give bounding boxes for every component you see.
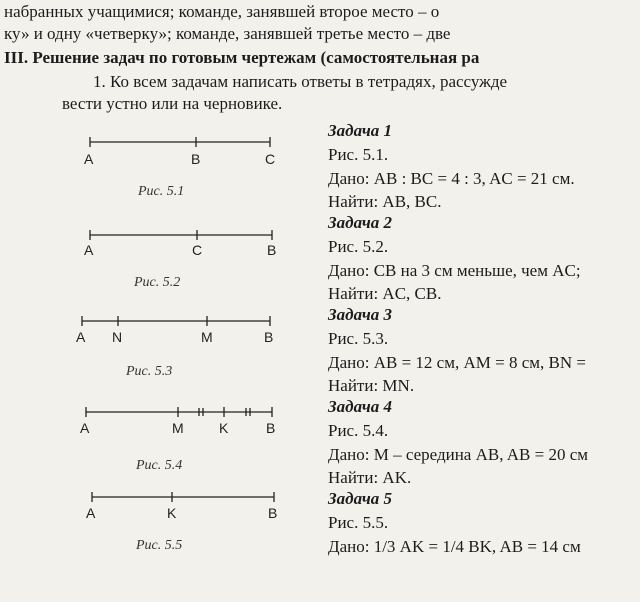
fig5-point-k: K xyxy=(167,505,177,521)
task-4-figure-ref: Рис. 5.4. xyxy=(328,421,389,440)
figure-5-1-caption: Рис. 5.1 xyxy=(138,184,185,199)
task-5-title: Задача 5 xyxy=(328,489,393,508)
figure-5-5 xyxy=(92,492,274,502)
figure-5-2-caption: Рис. 5.2 xyxy=(134,275,181,290)
fig2-point-b: B xyxy=(267,242,277,258)
task-5-figure-ref: Рис. 5.5. xyxy=(328,513,389,532)
fig3-point-a: A xyxy=(76,329,86,345)
fig2-point-a: A xyxy=(84,242,94,258)
task-2-figure-ref: Рис. 5.2. xyxy=(328,237,389,256)
figure-5-1 xyxy=(90,137,270,147)
task-1-given: Дано: AB : BC = 4 : 3, AC = 21 см. xyxy=(328,169,575,188)
figure-5-4 xyxy=(86,407,272,417)
fig5-point-b: B xyxy=(268,505,278,521)
text-line-1: набранных учащимися; команде, занявшей второе место – о xyxy=(4,2,440,21)
fig3-point-b: B xyxy=(264,329,274,345)
task-3-title: Задача 3 xyxy=(328,305,393,324)
intro-line-1: 1. Ко всем задачам написать ответы в тетрадях, рассужде xyxy=(93,72,508,91)
task-1-figure-ref: Рис. 5.1. xyxy=(328,145,389,164)
fig5-point-a: A xyxy=(86,505,96,521)
section-title: III. Решение задач по готовым чертежам (самостоятельная ра xyxy=(4,48,480,67)
fig4-point-m: M xyxy=(172,420,184,436)
figure-5-3 xyxy=(82,316,270,326)
task-2-title: Задача 2 xyxy=(328,213,393,232)
task-2-find: Найти: AC, CB. xyxy=(328,284,442,303)
figure-5-2 xyxy=(90,230,272,240)
task-5-given: Дано: 1/3 AK = 1/4 BK, AB = 14 см xyxy=(328,537,581,556)
task-2-given: Дано: CB на 3 см меньше, чем AC; xyxy=(328,261,581,280)
fig4-point-k: K xyxy=(219,420,229,436)
task-4-given: Дано: M – середина AB, AB = 20 см xyxy=(328,445,589,464)
task-3-given: Дано: AB = 12 см, AM = 8 см, BN = xyxy=(328,353,586,372)
figure-5-5-caption: Рис. 5.5 xyxy=(136,538,183,553)
fig1-point-a: A xyxy=(84,151,94,167)
intro-line-2: вести устно или на черновике. xyxy=(62,94,283,113)
task-1-title: Задача 1 xyxy=(328,121,393,140)
figure-5-3-caption: Рис. 5.3 xyxy=(126,364,173,379)
fig3-point-n: N xyxy=(112,329,123,345)
task-3-find: Найти: MN. xyxy=(328,376,415,395)
fig4-point-a: A xyxy=(80,420,90,436)
fig4-point-b: B xyxy=(266,420,276,436)
fig1-point-c: C xyxy=(265,151,276,167)
task-4-find: Найти: AK. xyxy=(328,468,412,487)
task-3-figure-ref: Рис. 5.3. xyxy=(328,329,389,348)
task-1-find: Найти: AB, BC. xyxy=(328,192,442,211)
figure-5-4-caption: Рис. 5.4 xyxy=(136,458,183,473)
task-4-title: Задача 4 xyxy=(328,397,393,416)
fig2-point-c: C xyxy=(192,242,203,258)
text-line-2: ку» и одну «четверку»; команде, занявшей третье место – две xyxy=(4,24,451,43)
fig1-point-b: B xyxy=(191,151,201,167)
fig3-point-m: M xyxy=(201,329,213,345)
